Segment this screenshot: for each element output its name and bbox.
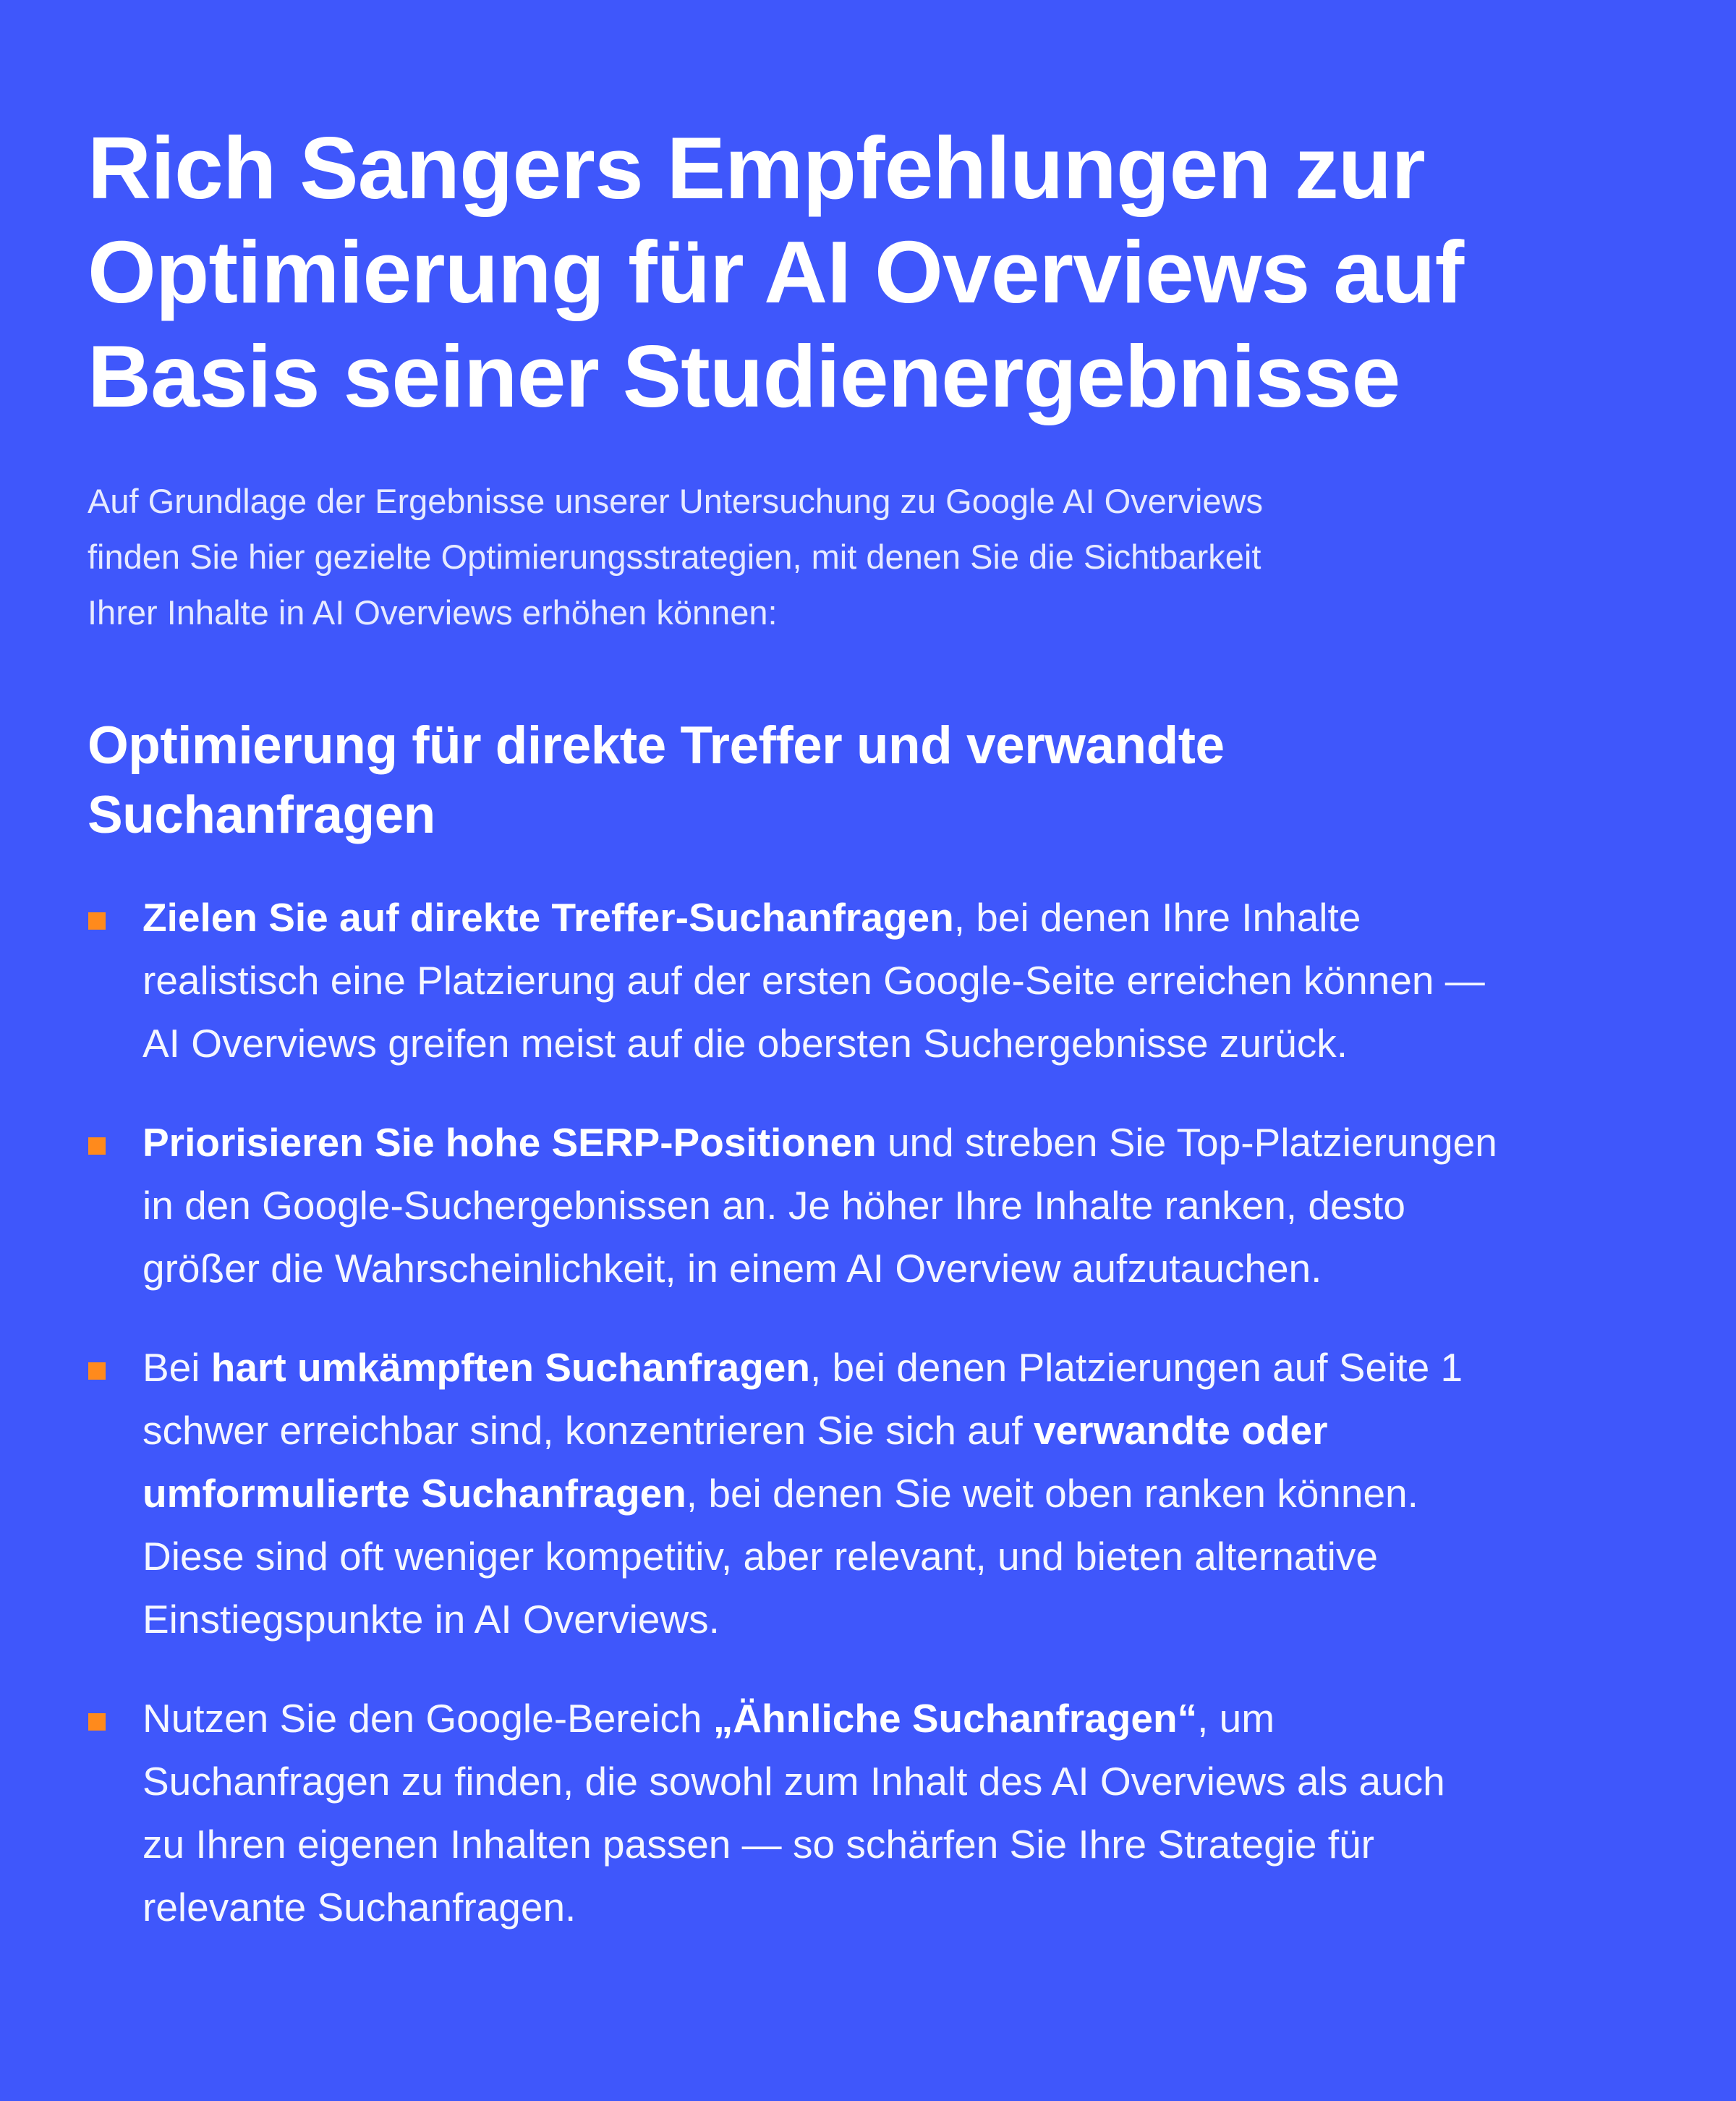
item-line	[142, 1462, 1649, 1525]
item-bold-text: hart umkämpften Suchanfragen	[210, 1345, 810, 1390]
item-text: und streben Sie Top-Platzierungen	[876, 1120, 1497, 1165]
intro-line: Auf Grundlage der Ergebnisse unserer Untersuchung zu Google AI Overviews	[88, 482, 1263, 520]
intro-paragraph	[88, 473, 1607, 640]
item-line: größer die Wahrscheinlichkeit, in einem AI Overview aufzutauchen.	[142, 1246, 1322, 1291]
recommendation-list	[88, 886, 1649, 1939]
orange-square-icon	[88, 1713, 106, 1731]
orange-square-icon	[88, 912, 106, 930]
item-bold-text: „Ähnliche Suchanfragen“	[712, 1696, 1198, 1741]
title-line: Basis seiner Studienergebnisse	[88, 327, 1400, 425]
title-line: Optimierung für AI Overviews auf	[88, 223, 1464, 321]
section-heading-line: Suchanfragen	[88, 786, 435, 844]
item-line	[142, 1399, 1649, 1462]
item-line	[142, 1111, 1649, 1174]
item-text: , bei denen Ihre Inhalte	[953, 895, 1361, 940]
item-text: Bei	[142, 1345, 211, 1390]
list-item	[88, 1687, 1649, 1939]
item-bold-text: Zielen Sie auf direkte Treffer-Suchanfragen	[142, 895, 954, 940]
intro-line: Ihrer Inhalte in AI Overviews erhöhen können:	[88, 593, 778, 632]
list-item	[88, 1111, 1649, 1300]
item-line: AI Overviews greifen meist auf die obersten Suchergebnisse zurück.	[142, 1021, 1348, 1066]
list-item	[88, 886, 1649, 1075]
orange-square-icon	[88, 1137, 106, 1155]
item-text: , bei denen Platzierungen auf Seite 1	[809, 1345, 1463, 1390]
orange-square-icon	[88, 1362, 106, 1380]
item-line: Suchanfragen zu finden, die sowohl zum Inhalt des AI Overviews als auch	[142, 1759, 1445, 1804]
item-line	[142, 1336, 1649, 1399]
item-bold-text: verwandte oder	[1033, 1408, 1328, 1453]
item-text: , um	[1197, 1696, 1275, 1741]
list-item	[88, 1336, 1649, 1651]
item-bold-text: umformulierte Suchanfragen	[142, 1471, 686, 1516]
item-line	[142, 1687, 1649, 1750]
item-line: in den Google-Suchergebnissen an. Je höher Ihre Inhalte ranken, desto	[142, 1183, 1405, 1228]
title-line: Rich Sangers Empfehlungen zur	[88, 119, 1425, 217]
section-heading-line: Optimierung für direkte Treffer und verwandte	[88, 716, 1225, 775]
item-text: Nutzen Sie den Google-Bereich	[142, 1696, 713, 1741]
section-heading	[88, 711, 1635, 850]
item-bold-text: Priorisieren Sie hohe SERP-Positionen	[142, 1120, 877, 1165]
item-line: relevante Suchanfragen.	[142, 1885, 576, 1930]
item-text: , bei denen Sie weit oben ranken können.	[686, 1471, 1418, 1516]
item-line	[142, 886, 1649, 949]
item-line: zu Ihren eigenen Inhalten passen — so schärfen Sie Ihre Strategie für	[142, 1822, 1374, 1867]
page-title	[88, 116, 1664, 428]
item-line: Einstiegspunkte in AI Overviews.	[142, 1597, 720, 1642]
item-line: Diese sind oft weniger kompetitiv, aber relevant, und bieten alternative	[142, 1534, 1378, 1579]
intro-line: finden Sie hier gezielte Optimierungsstrategien, mit denen Sie die Sichtbarkeit	[88, 538, 1261, 576]
item-line: realistisch eine Platzierung auf der ersten Google-Seite erreichen können —	[142, 958, 1485, 1003]
item-text: schwer erreichbar sind, konzentrieren Sie sich auf	[142, 1408, 1034, 1453]
